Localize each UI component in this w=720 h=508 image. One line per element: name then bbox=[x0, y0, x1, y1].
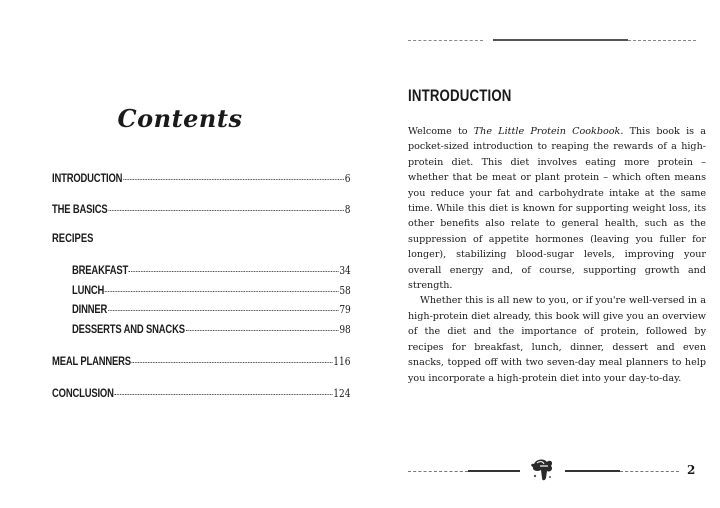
toc-entry-page: 6 bbox=[344, 172, 351, 185]
toc-entry-page: 124 bbox=[333, 387, 351, 400]
toc-entry-label: BREAKFAST bbox=[72, 265, 129, 277]
paragraph-2: Whether this is all new to you, or if you're well-versed in a high-protein diet already, this book will give you an overview of the diet and the importance of protein, followed by recipes for breakfast, lunch, dinner, dessert and even snacks, topped off with two seven-day meal planners to help you incorporate a high-protein diet into your day-to-day. bbox=[408, 295, 706, 384]
toc-entry-page: 8 bbox=[344, 203, 351, 216]
toc-entry-label: LUNCH bbox=[72, 285, 105, 297]
toc-entry-breakfast[interactable] bbox=[72, 264, 351, 277]
book-title: The Little Protein Cookbook bbox=[473, 126, 621, 137]
header-decorative-rule bbox=[408, 39, 698, 42]
toc-leader-dots bbox=[115, 394, 333, 395]
toc-entry-label: DINNER bbox=[72, 304, 108, 316]
toc-entry-dinner[interactable] bbox=[72, 303, 351, 316]
introduction-body bbox=[408, 124, 706, 386]
page-number: 2 bbox=[687, 463, 696, 477]
toc-entry-label: INTRODUCTION bbox=[52, 173, 123, 185]
toc-entry-conclusion[interactable] bbox=[52, 387, 350, 400]
toc-entry-lunch[interactable] bbox=[72, 284, 351, 297]
toc-entry-meal-planners[interactable] bbox=[52, 355, 350, 368]
toc-entry-page: 79 bbox=[339, 303, 351, 316]
toc-entry-the-basics[interactable] bbox=[52, 203, 350, 216]
toc-entry-page: 34 bbox=[339, 264, 351, 277]
toc-entry-page: 116 bbox=[333, 355, 351, 368]
toc-leader-dots bbox=[129, 271, 339, 272]
toc-entry-label: MEAL PLANNERS bbox=[52, 356, 131, 368]
toc-leader-dots bbox=[108, 310, 339, 311]
chapter-heading: INTRODUCTION bbox=[408, 86, 512, 105]
toc-entry-label: CONCLUSION bbox=[52, 388, 114, 400]
footer-rule-right bbox=[565, 470, 679, 473]
toc-entry-page: 58 bbox=[339, 284, 351, 297]
contents-title: Contents bbox=[117, 104, 243, 133]
toc-entry-page: 98 bbox=[339, 323, 351, 336]
toc-entry-desserts-and-snacks[interactable] bbox=[72, 323, 351, 336]
toc-leader-dots bbox=[108, 210, 344, 211]
paragraph-1 bbox=[408, 124, 706, 293]
toc-leader-dots bbox=[132, 362, 333, 363]
paragraph-1-prefix: Welcome to bbox=[408, 126, 474, 137]
toc-entry-label: DESSERTS AND SNACKS bbox=[72, 324, 185, 336]
paragraph-1-text: . This book is a pocket-sized introduction to reaping the rewards of a high-protein diet. This diet involves eating more protein – whether that be meat or plant protein – which often means you reduce your fat and carbohydrate intake at the same time. While this diet is known for supporting weight loss, its other benefits also relate to general health, such as the suppression of appetite hormones (leaving you fuller for longer), stabilizing blood-sugar levels, improving your overall energy and, of course, supporting growth and strength. bbox=[408, 126, 706, 292]
toc-leader-dots bbox=[105, 291, 338, 292]
toc-leader-dots bbox=[186, 330, 339, 331]
toc-entry-label: THE BASICS bbox=[52, 204, 108, 216]
decorative-flourish-icon bbox=[526, 456, 556, 484]
toc-heading-recipes[interactable]: RECIPES bbox=[52, 233, 94, 245]
toc-entry-introduction[interactable] bbox=[52, 172, 350, 185]
footer-rule-left bbox=[408, 470, 520, 473]
toc-leader-dots bbox=[123, 179, 344, 180]
